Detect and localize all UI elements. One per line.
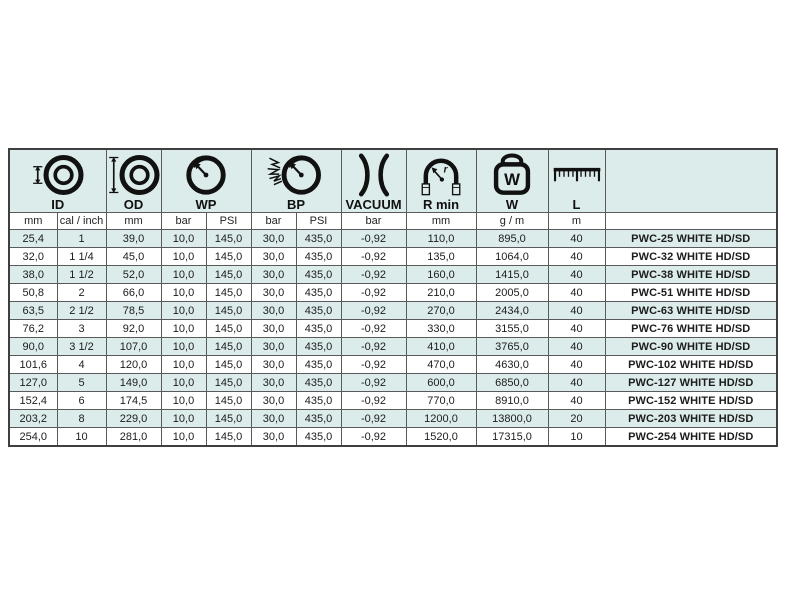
column-header-length	[548, 149, 605, 213]
unit-bp-bar: bar	[251, 213, 296, 230]
cell-id-mm: 25,4	[9, 230, 57, 248]
cell-rmin-mm: 1200,0	[406, 410, 476, 428]
unit-wp-bar: bar	[161, 213, 206, 230]
cell-rmin-mm: 600,0	[406, 374, 476, 392]
cell-product-name: PWC-254 WHITE HD/SD	[605, 428, 777, 447]
cell-od-mm: 78,5	[106, 302, 161, 320]
cell-rmin-mm: 135,0	[406, 248, 476, 266]
column-header-id	[9, 149, 106, 213]
hose-spec-table	[8, 148, 778, 447]
cell-id-inch: 6	[57, 392, 106, 410]
vacuum-icon	[353, 152, 395, 198]
table-row	[9, 284, 777, 302]
table-row	[9, 248, 777, 266]
cell-length-m: 40	[548, 230, 605, 248]
cell-id-inch: 1 1/2	[57, 266, 106, 284]
cell-wp-psi: 145,0	[206, 356, 251, 374]
unit-wp-psi: PSI	[206, 213, 251, 230]
cell-id-inch: 2	[57, 284, 106, 302]
cell-weight-gm: 3155,0	[476, 320, 548, 338]
cell-wp-psi: 145,0	[206, 302, 251, 320]
column-header-vacuum	[341, 149, 406, 213]
unit-weight-gm: g / m	[476, 213, 548, 230]
table-row	[9, 266, 777, 284]
cell-vacuum-bar: -0,92	[341, 302, 406, 320]
cell-id-mm: 127,0	[9, 374, 57, 392]
cell-product-name: PWC-25 WHITE HD/SD	[605, 230, 777, 248]
inner-diameter-icon	[29, 152, 87, 198]
cell-id-inch: 2 1/2	[57, 302, 106, 320]
cell-od-mm: 66,0	[106, 284, 161, 302]
cell-length-m: 10	[548, 428, 605, 447]
cell-wp-psi: 145,0	[206, 410, 251, 428]
table-row	[9, 374, 777, 392]
column-label-wp: WP	[195, 197, 217, 212]
cell-vacuum-bar: -0,92	[341, 338, 406, 356]
cell-id-inch: 1	[57, 230, 106, 248]
cell-weight-gm: 17315,0	[476, 428, 548, 447]
cell-bp-psi: 435,0	[296, 284, 341, 302]
cell-bp-psi: 435,0	[296, 320, 341, 338]
cell-wp-bar: 10,0	[161, 320, 206, 338]
unit-vacuum-bar: bar	[341, 213, 406, 230]
svg-text:W: W	[504, 170, 520, 190]
cell-length-m: 40	[548, 266, 605, 284]
cell-od-mm: 92,0	[106, 320, 161, 338]
table-row	[9, 428, 777, 447]
cell-od-mm: 107,0	[106, 338, 161, 356]
cell-rmin-mm: 270,0	[406, 302, 476, 320]
cell-product-name: PWC-38 WHITE HD/SD	[605, 266, 777, 284]
cell-rmin-mm: 470,0	[406, 356, 476, 374]
cell-weight-gm: 3765,0	[476, 338, 548, 356]
cell-wp-psi: 145,0	[206, 248, 251, 266]
cell-wp-bar: 10,0	[161, 374, 206, 392]
column-label-bp: BP	[286, 197, 306, 212]
cell-product-name: PWC-51 WHITE HD/SD	[605, 284, 777, 302]
cell-bp-psi: 435,0	[296, 230, 341, 248]
column-label-id: ID	[51, 197, 65, 212]
cell-id-mm: 90,0	[9, 338, 57, 356]
cell-weight-gm: 1064,0	[476, 248, 548, 266]
cell-id-mm: 152,4	[9, 392, 57, 410]
cell-bp-bar: 30,0	[251, 392, 296, 410]
column-header-bp	[251, 149, 341, 213]
cell-wp-bar: 10,0	[161, 230, 206, 248]
column-header-product	[605, 149, 777, 213]
cell-vacuum-bar: -0,92	[341, 320, 406, 338]
cell-bp-bar: 30,0	[251, 302, 296, 320]
cell-vacuum-bar: -0,92	[341, 374, 406, 392]
cell-length-m: 40	[548, 338, 605, 356]
cell-wp-psi: 145,0	[206, 392, 251, 410]
cell-bp-psi: 435,0	[296, 356, 341, 374]
column-label-length: L	[572, 197, 581, 212]
cell-id-inch: 10	[57, 428, 106, 447]
cell-product-name: PWC-32 WHITE HD/SD	[605, 248, 777, 266]
cell-weight-gm: 1415,0	[476, 266, 548, 284]
cell-id-inch: 3	[57, 320, 106, 338]
cell-length-m: 40	[548, 302, 605, 320]
cell-weight-gm: 2005,0	[476, 284, 548, 302]
cell-wp-bar: 10,0	[161, 410, 206, 428]
unit-od-mm: mm	[106, 213, 161, 230]
cell-od-mm: 52,0	[106, 266, 161, 284]
cell-product-name: PWC-127 WHITE HD/SD	[605, 374, 777, 392]
cell-id-mm: 203,2	[9, 410, 57, 428]
units-row	[9, 213, 777, 230]
cell-id-mm: 38,0	[9, 266, 57, 284]
cell-bp-bar: 30,0	[251, 266, 296, 284]
cell-product-name: PWC-63 WHITE HD/SD	[605, 302, 777, 320]
cell-product-name: PWC-203 WHITE HD/SD	[605, 410, 777, 428]
cell-length-m: 40	[548, 374, 605, 392]
cell-wp-psi: 145,0	[206, 338, 251, 356]
cell-bp-bar: 30,0	[251, 410, 296, 428]
cell-bp-psi: 435,0	[296, 302, 341, 320]
column-header-wp	[161, 149, 251, 213]
cell-od-mm: 120,0	[106, 356, 161, 374]
cell-id-mm: 63,5	[9, 302, 57, 320]
cell-product-name: PWC-76 WHITE HD/SD	[605, 320, 777, 338]
cell-od-mm: 39,0	[106, 230, 161, 248]
unit-rmin-mm: mm	[406, 213, 476, 230]
cell-id-mm: 76,2	[9, 320, 57, 338]
cell-weight-gm: 4630,0	[476, 356, 548, 374]
column-header-weight	[476, 149, 548, 213]
column-label-rmin: R min	[422, 197, 460, 212]
weight-icon	[489, 152, 535, 198]
cell-bp-psi: 435,0	[296, 410, 341, 428]
cell-vacuum-bar: -0,92	[341, 248, 406, 266]
outer-diameter-icon	[106, 152, 161, 198]
cell-bp-bar: 30,0	[251, 374, 296, 392]
cell-rmin-mm: 770,0	[406, 392, 476, 410]
cell-id-inch: 3 1/2	[57, 338, 106, 356]
cell-wp-psi: 145,0	[206, 374, 251, 392]
cell-wp-bar: 10,0	[161, 284, 206, 302]
column-label-vacuum: VACUUM	[345, 197, 402, 212]
cell-wp-psi: 145,0	[206, 284, 251, 302]
column-header-od	[106, 149, 161, 213]
unit-id-mm: mm	[9, 213, 57, 230]
cell-weight-gm: 895,0	[476, 230, 548, 248]
cell-vacuum-bar: -0,92	[341, 284, 406, 302]
table-row	[9, 410, 777, 428]
cell-id-mm: 50,8	[9, 284, 57, 302]
cell-bp-bar: 30,0	[251, 230, 296, 248]
svg-text:r: r	[443, 164, 448, 176]
unit-id-inch: cal / inch	[57, 213, 106, 230]
cell-wp-psi: 145,0	[206, 266, 251, 284]
cell-weight-gm: 6850,0	[476, 374, 548, 392]
cell-wp-bar: 10,0	[161, 302, 206, 320]
cell-bp-psi: 435,0	[296, 374, 341, 392]
table-row	[9, 392, 777, 410]
cell-vacuum-bar: -0,92	[341, 392, 406, 410]
cell-od-mm: 149,0	[106, 374, 161, 392]
cell-rmin-mm: 210,0	[406, 284, 476, 302]
unit-length-m: m	[548, 213, 605, 230]
cell-bp-bar: 30,0	[251, 338, 296, 356]
cell-bp-bar: 30,0	[251, 284, 296, 302]
cell-od-mm: 229,0	[106, 410, 161, 428]
cell-bp-psi: 435,0	[296, 248, 341, 266]
cell-weight-gm: 8910,0	[476, 392, 548, 410]
cell-id-mm: 101,6	[9, 356, 57, 374]
column-header-rmin	[406, 149, 476, 213]
column-label-weight: W	[505, 197, 519, 212]
cell-wp-psi: 145,0	[206, 320, 251, 338]
cell-product-name: PWC-152 WHITE HD/SD	[605, 392, 777, 410]
cell-id-inch: 1 1/4	[57, 248, 106, 266]
cell-wp-bar: 10,0	[161, 248, 206, 266]
cell-rmin-mm: 1520,0	[406, 428, 476, 447]
cell-wp-bar: 10,0	[161, 338, 206, 356]
table-row	[9, 320, 777, 338]
cell-length-m: 40	[548, 320, 605, 338]
table-row	[9, 230, 777, 248]
table-row	[9, 302, 777, 320]
cell-id-mm: 32,0	[9, 248, 57, 266]
cell-bp-bar: 30,0	[251, 428, 296, 447]
cell-wp-bar: 10,0	[161, 428, 206, 447]
cell-vacuum-bar: -0,92	[341, 428, 406, 447]
cell-wp-bar: 10,0	[161, 392, 206, 410]
cell-id-inch: 8	[57, 410, 106, 428]
cell-product-name: PWC-102 WHITE HD/SD	[605, 356, 777, 374]
cell-wp-bar: 10,0	[161, 356, 206, 374]
cell-wp-bar: 10,0	[161, 266, 206, 284]
cell-bp-psi: 435,0	[296, 266, 341, 284]
cell-weight-gm: 2434,0	[476, 302, 548, 320]
cell-rmin-mm: 410,0	[406, 338, 476, 356]
cell-id-inch: 5	[57, 374, 106, 392]
cell-bp-bar: 30,0	[251, 320, 296, 338]
cell-id-mm: 254,0	[9, 428, 57, 447]
cell-vacuum-bar: -0,92	[341, 356, 406, 374]
table-header	[9, 149, 777, 230]
cell-bp-psi: 435,0	[296, 392, 341, 410]
cell-bp-psi: 435,0	[296, 338, 341, 356]
cell-bp-bar: 30,0	[251, 248, 296, 266]
cell-vacuum-bar: -0,92	[341, 230, 406, 248]
column-label-od: OD	[123, 197, 144, 212]
working-pressure-gauge-icon	[183, 152, 229, 198]
table-body	[9, 230, 777, 447]
cell-vacuum-bar: -0,92	[341, 410, 406, 428]
cell-length-m: 40	[548, 284, 605, 302]
cell-bp-bar: 30,0	[251, 356, 296, 374]
table-row	[9, 356, 777, 374]
bend-radius-icon	[416, 152, 466, 198]
cell-bp-psi: 435,0	[296, 428, 341, 447]
cell-rmin-mm: 160,0	[406, 266, 476, 284]
unit-bp-psi: PSI	[296, 213, 341, 230]
cell-wp-psi: 145,0	[206, 428, 251, 447]
cell-vacuum-bar: -0,92	[341, 266, 406, 284]
cell-od-mm: 281,0	[106, 428, 161, 447]
cell-od-mm: 174,5	[106, 392, 161, 410]
burst-pressure-gauge-icon	[267, 152, 325, 198]
cell-product-name: PWC-90 WHITE HD/SD	[605, 338, 777, 356]
icon-header-row	[9, 149, 777, 213]
cell-length-m: 40	[548, 356, 605, 374]
cell-rmin-mm: 110,0	[406, 230, 476, 248]
table-row	[9, 338, 777, 356]
unit-product-empty	[605, 213, 777, 230]
cell-weight-gm: 13800,0	[476, 410, 548, 428]
ruler-icon	[551, 152, 603, 198]
cell-id-inch: 4	[57, 356, 106, 374]
cell-length-m: 40	[548, 248, 605, 266]
cell-length-m: 20	[548, 410, 605, 428]
cell-length-m: 40	[548, 392, 605, 410]
cell-wp-psi: 145,0	[206, 230, 251, 248]
cell-od-mm: 45,0	[106, 248, 161, 266]
cell-rmin-mm: 330,0	[406, 320, 476, 338]
